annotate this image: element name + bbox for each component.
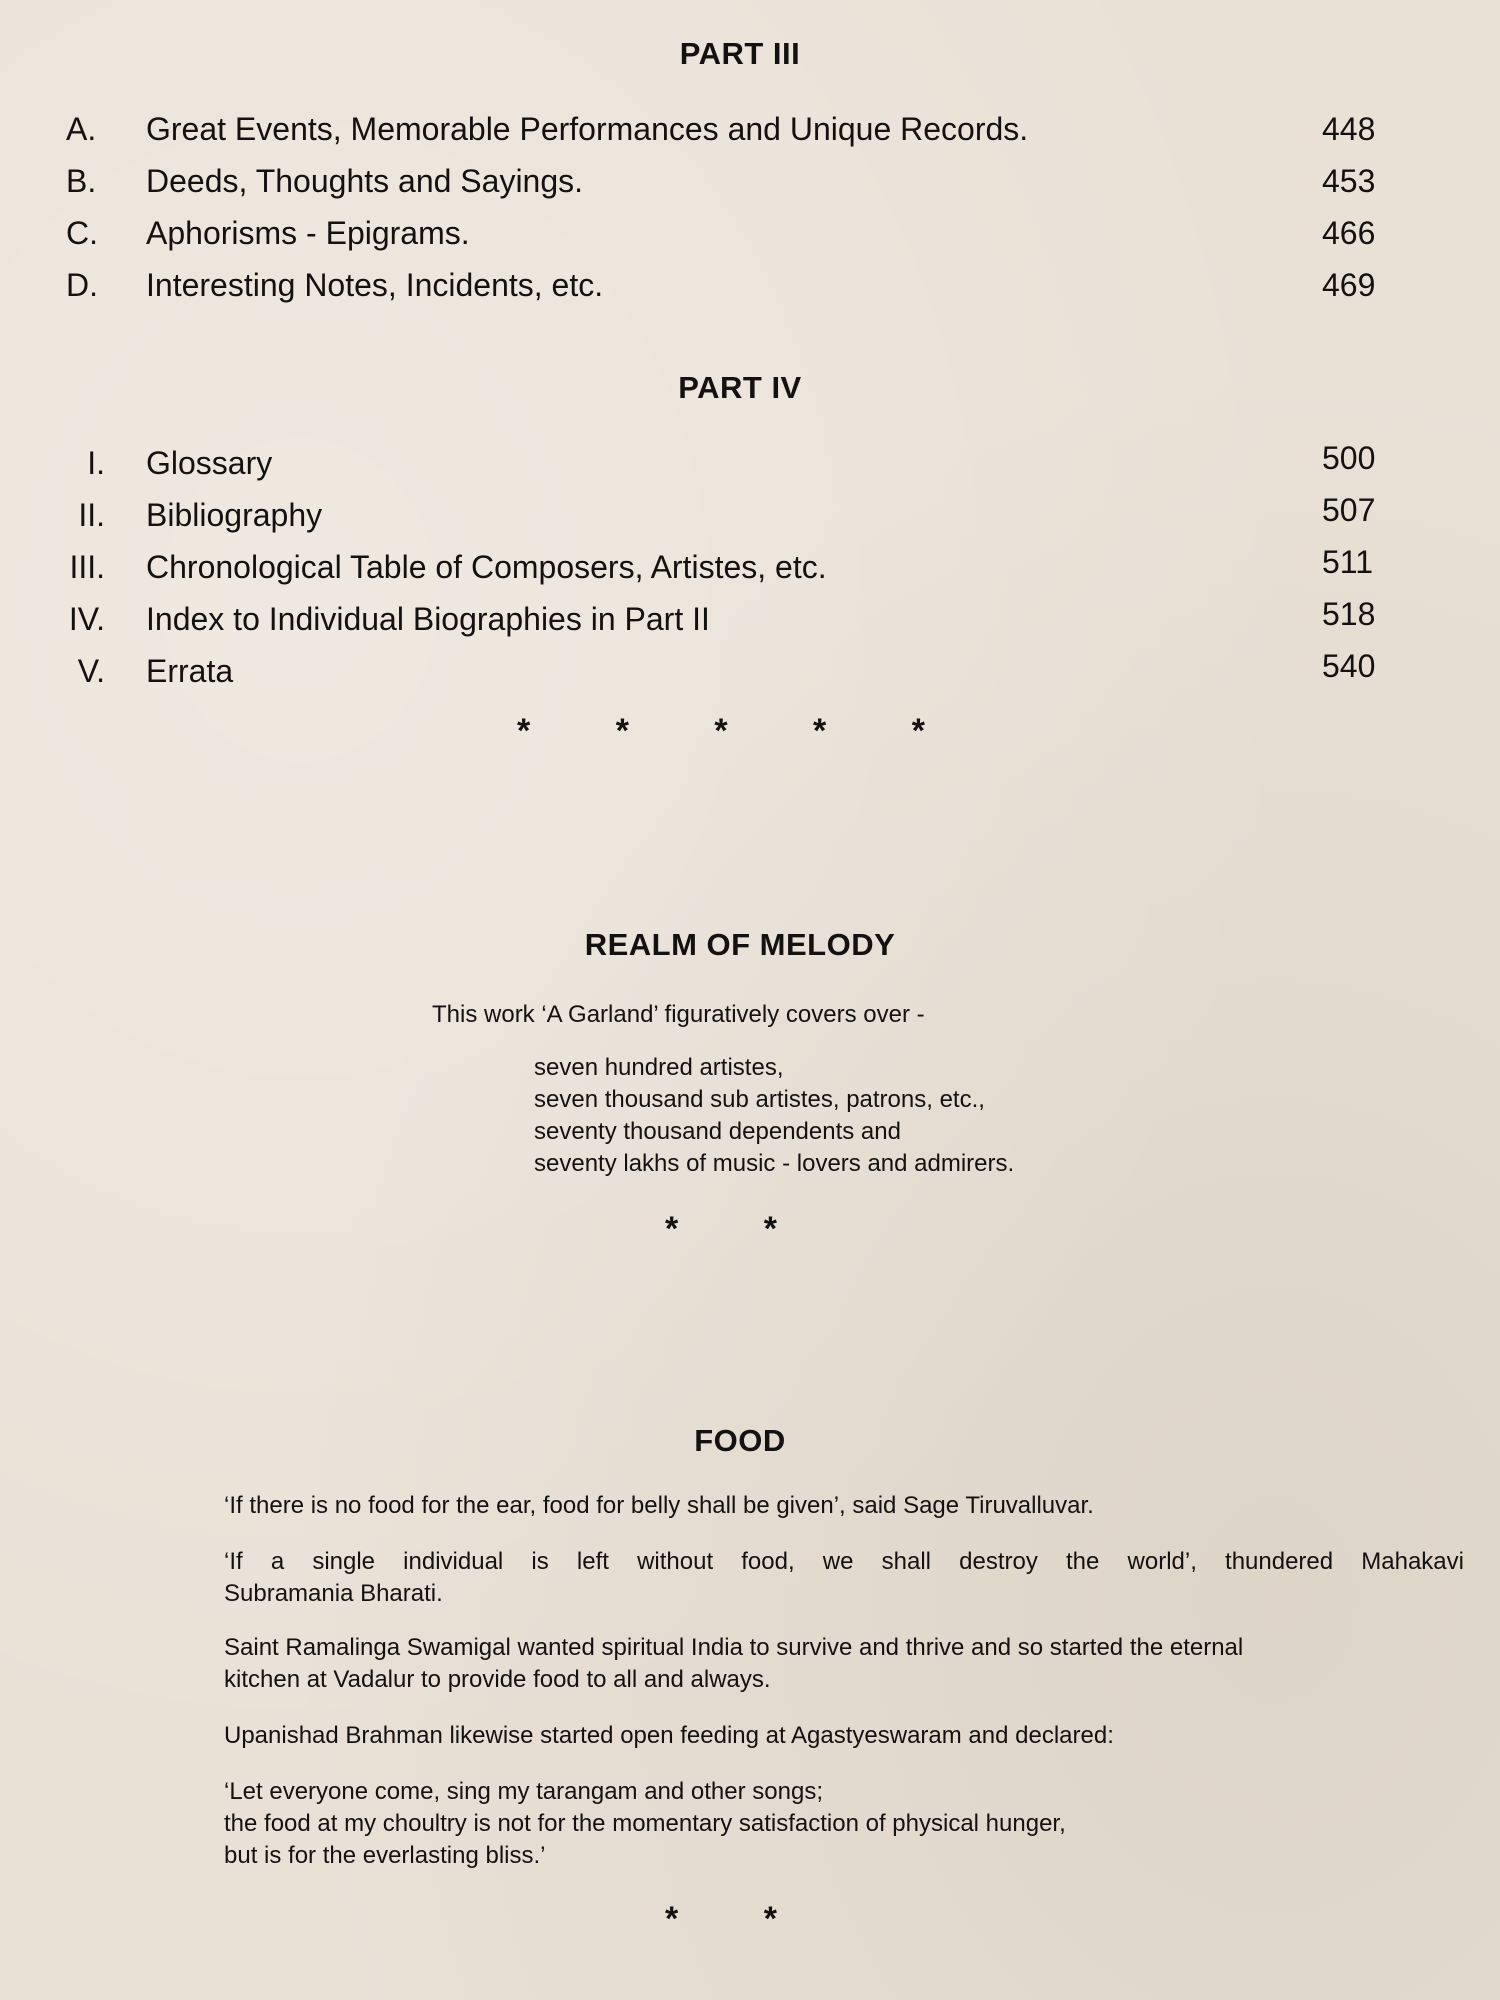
toc-entry-page: 466 bbox=[1322, 215, 1376, 251]
toc-entry-4iv bbox=[0, 597, 1500, 641]
toc-entry-title: Errata bbox=[146, 653, 234, 689]
toc-entry-4ii bbox=[0, 493, 1500, 537]
paragraph-line: Subramania Bharati. bbox=[224, 1580, 443, 1607]
toc-entry-3b bbox=[0, 159, 1500, 203]
toc-entry-title: Chronological Table of Composers, Artistes, etc. bbox=[146, 549, 827, 585]
verse-line: seven hundred artistes, bbox=[534, 1054, 784, 1081]
toc-entry-3c bbox=[0, 211, 1500, 255]
toc-entry-key: C. bbox=[66, 215, 98, 251]
part3-heading: PART III bbox=[679, 36, 801, 71]
toc-entry-key: II. bbox=[78, 497, 105, 533]
toc-entry-4iii bbox=[0, 545, 1500, 589]
toc-entry-title: Glossary bbox=[146, 445, 273, 481]
quote-line: but is for the everlasting bliss.’ bbox=[224, 1842, 546, 1869]
toc-entry-title: Interesting Notes, Incidents, etc. bbox=[146, 267, 604, 303]
verse-line: seven thousand sub artistes, patrons, etc., bbox=[534, 1086, 985, 1113]
toc-entry-key: A. bbox=[66, 111, 97, 147]
quote-line: the food at my choultry is not for the momentary satisfaction of physical hunger, bbox=[224, 1810, 1066, 1837]
toc-entry-key: D. bbox=[66, 267, 98, 303]
toc-entry-page: 453 bbox=[1322, 163, 1376, 199]
toc-entry-title: Index to Individual Biographies in Part II bbox=[146, 601, 710, 637]
toc-entry-page: 469 bbox=[1322, 267, 1376, 303]
toc-entry-key: B. bbox=[66, 163, 97, 199]
toc-entry-4v bbox=[0, 649, 1500, 693]
realm-verse bbox=[534, 1052, 1014, 1180]
toc-entry-title: Deeds, Thoughts and Sayings. bbox=[146, 163, 584, 199]
realm-intro: This work ‘A Garland’ figuratively covers over - bbox=[432, 1001, 925, 1028]
separator-stars: * * bbox=[665, 1900, 815, 1938]
paragraph-line: kitchen at Vadalur to provide food to all and always. bbox=[224, 1666, 771, 1693]
toc-entry-title: Great Events, Memorable Performances and Unique Records. bbox=[146, 111, 1029, 147]
toc-entry-3a bbox=[0, 107, 1500, 151]
quote-line: ‘Let everyone come, sing my tarangam and other songs; bbox=[224, 1778, 823, 1805]
paragraph-line: ‘If a single individual is left without food, we shall destroy the world’, thundered Mahakavi bbox=[224, 1548, 1464, 1575]
separator-stars: * * * * * bbox=[517, 712, 963, 750]
realm-heading: REALM OF MELODY bbox=[584, 927, 896, 962]
toc-entry-page: 500 bbox=[1322, 440, 1376, 476]
food-paragraph-4: Upanishad Brahman likewise started open feeding at Agastyeswaram and declared: bbox=[224, 1722, 1114, 1749]
food-quote bbox=[224, 1776, 1464, 1872]
paragraph-line: Saint Ramalinga Swamigal wanted spiritual India to survive and thrive and so started the eternal bbox=[224, 1634, 1244, 1661]
food-paragraph-3 bbox=[224, 1632, 1464, 1696]
toc-entry-page: 511 bbox=[1322, 544, 1374, 580]
toc-entry-4i bbox=[0, 441, 1500, 485]
toc-entry-title: Bibliography bbox=[146, 497, 323, 533]
verse-line: seventy lakhs of music - lovers and admirers. bbox=[534, 1150, 1015, 1177]
toc-entry-key: V. bbox=[77, 653, 105, 689]
toc-entry-key: I. bbox=[87, 445, 105, 481]
toc-entry-key: III. bbox=[69, 549, 105, 585]
toc-entry-3d bbox=[0, 263, 1500, 307]
toc-entry-page: 518 bbox=[1322, 596, 1376, 632]
toc-entry-page: 540 bbox=[1322, 648, 1376, 684]
verse-line: seventy thousand dependents and bbox=[534, 1118, 901, 1145]
separator-stars: * * bbox=[665, 1210, 815, 1248]
food-heading: FOOD bbox=[694, 1423, 786, 1458]
food-paragraph-2 bbox=[224, 1546, 1464, 1610]
toc-entry-page: 448 bbox=[1322, 111, 1376, 147]
part4-heading: PART IV bbox=[678, 370, 802, 405]
food-paragraph-1: ‘If there is no food for the ear, food for belly shall be given’, said Sage Tiruvalluvar. bbox=[224, 1492, 1094, 1519]
toc-entry-title: Aphorisms - Epigrams. bbox=[146, 215, 470, 251]
toc-entry-key: IV. bbox=[68, 601, 105, 637]
toc-entry-page: 507 bbox=[1322, 492, 1376, 528]
